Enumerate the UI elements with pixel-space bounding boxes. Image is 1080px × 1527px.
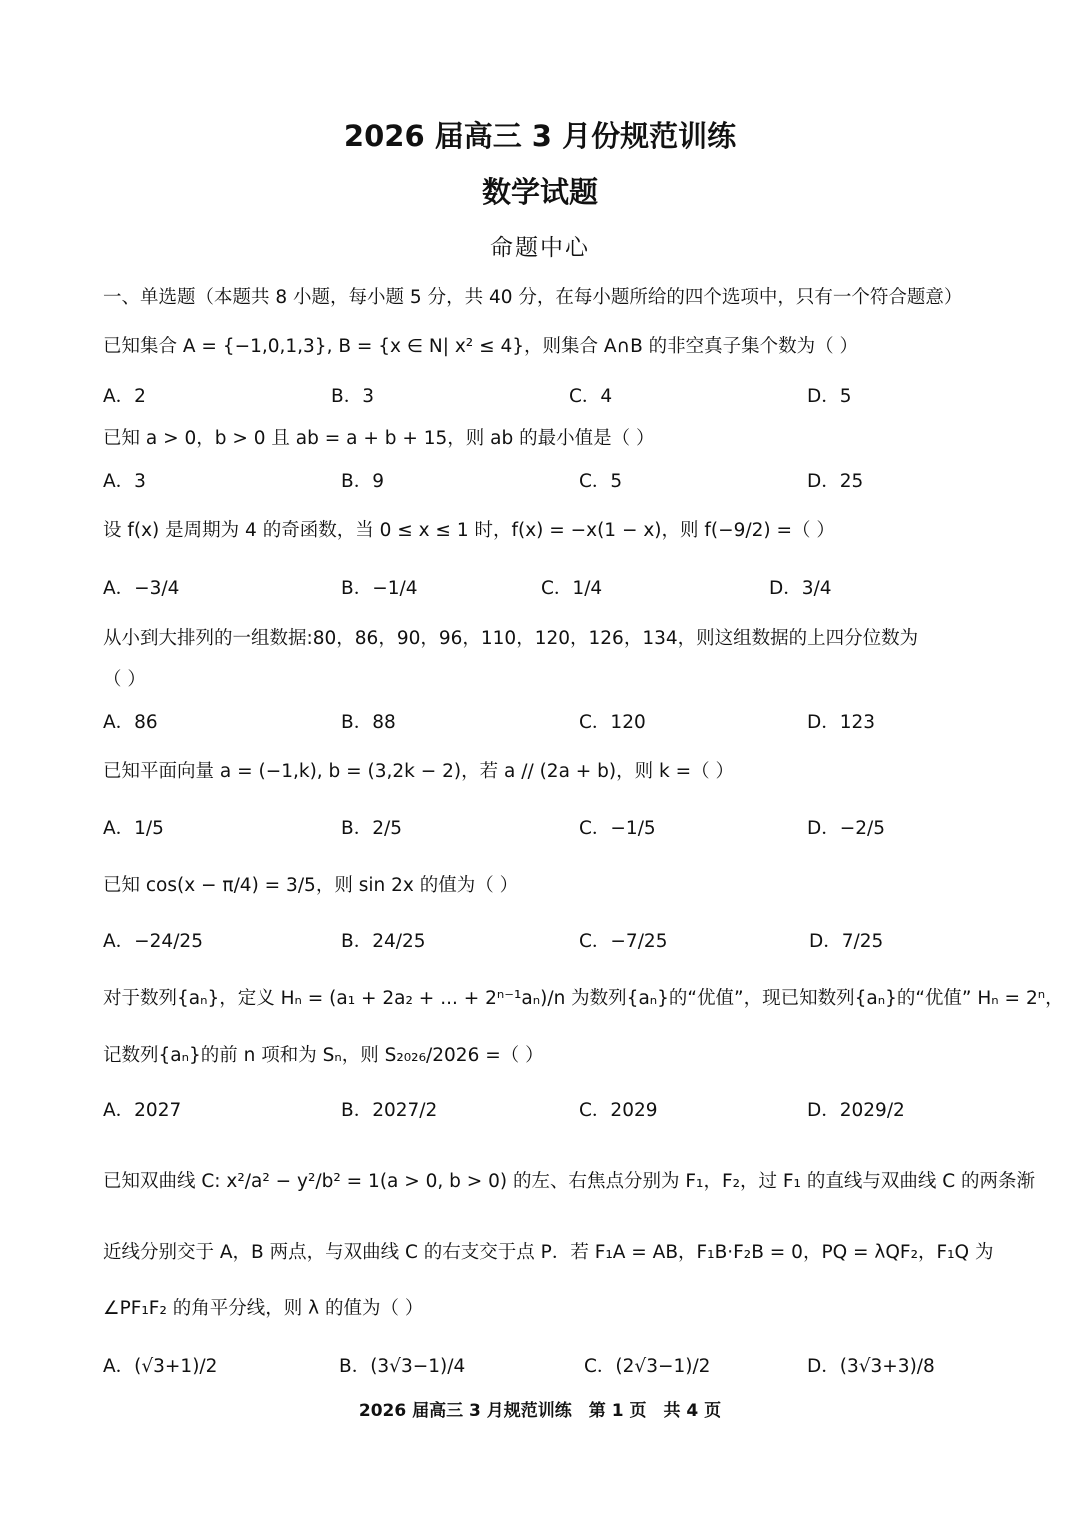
q8-option-c[interactable]: C．(2√3−1)/2 bbox=[584, 1356, 711, 1377]
q4-text: 从小到大排列的一组数据:80，86，90，96，110，120，126，134，则这组数据的上四分位数为 bbox=[103, 628, 919, 649]
question-3 bbox=[103, 516, 835, 542]
q7-option-a[interactable]: A．2027 bbox=[103, 1100, 182, 1121]
q8-option-b[interactable]: B．(3√3−1)/4 bbox=[339, 1356, 466, 1377]
q5-text: 已知平面向量 a = (−1,k), b = (3,2k − 2)，若 a // (2a + b)，则 k =（ ） bbox=[103, 761, 734, 782]
q1-option-c[interactable]: C．4 bbox=[569, 386, 613, 407]
q4-option-c[interactable]: C．120 bbox=[579, 712, 646, 733]
q1-text: 已知集合 A = {−1,0,1,3}, B = {x ∈ N| x² ≤ 4}，则集合 A∩B 的非空真子集个数为（ ） bbox=[103, 336, 859, 357]
q8-text-line3: ∠PF₁F₂ 的角平分线，则 λ 的值为（ ） bbox=[103, 1298, 424, 1319]
q3-option-d[interactable]: D．3/4 bbox=[769, 578, 832, 599]
exam-title: 2026 届高三 3 月份规范训练 bbox=[343, 119, 737, 153]
q2-option-d[interactable]: D．25 bbox=[807, 471, 864, 492]
q1-option-a[interactable]: A．2 bbox=[103, 386, 146, 407]
q4-option-a[interactable]: A．86 bbox=[103, 712, 158, 733]
q7-option-b[interactable]: B．2027/2 bbox=[341, 1100, 438, 1121]
q4-answer-paren: （ ） bbox=[103, 669, 146, 690]
q8-text-line2: 近线分别交于 A，B 两点，与双曲线 C 的右支交于点 P．若 F₁A = AB，F₁B·F₂B = 0，PQ = λQF₂，F₁Q 为 bbox=[103, 1242, 994, 1263]
page-footer: 2026 届高三 3 月规范训练 第 1 页 共 4 页 bbox=[358, 1401, 722, 1421]
q1-option-d[interactable]: D．5 bbox=[807, 386, 852, 407]
q4-option-d[interactable]: D．123 bbox=[807, 712, 876, 733]
q3-option-c[interactable]: C．1/4 bbox=[541, 578, 603, 599]
question-6 bbox=[103, 871, 518, 897]
q7-option-c[interactable]: C．2029 bbox=[579, 1100, 658, 1121]
q8-option-d[interactable]: D．(3√3+3)/8 bbox=[807, 1356, 935, 1377]
q6-text: 已知 cos(x − π/4) = 3/5，则 sin 2x 的值为（ ） bbox=[103, 875, 519, 896]
question-1 bbox=[103, 332, 858, 358]
q2-option-a[interactable]: A．3 bbox=[103, 471, 146, 492]
q7-text: 对于数列{aₙ}，定义 Hₙ = (a₁ + 2a₂ + ... + 2ⁿ⁻¹aₙ)/n 为数列{aₙ}的“优值”，现已知数列{aₙ}的“优值” Hₙ = 2ⁿ， bbox=[103, 988, 1064, 1009]
q6-option-a[interactable]: A．−24/25 bbox=[103, 931, 203, 952]
section-heading: 一、单选题（本题共 8 小题，每小题 5 分，共 40 分，在每小题所给的四个选项中，只有一个符合题意） bbox=[103, 287, 963, 308]
q2-option-b[interactable]: B．9 bbox=[341, 471, 384, 492]
q3-text: 设 f(x) 是周期为 4 的奇函数，当 0 ≤ x ≤ 1 时，f(x) = −x(1 − x)，则 f(−9/2) =（ ） bbox=[103, 520, 835, 541]
q7-text-line2: 记数列{aₙ}的前 n 项和为 Sₙ，则 S₂₀₂₆/2026 =（ ） bbox=[103, 1045, 544, 1066]
q5-option-d[interactable]: D．−2/5 bbox=[807, 818, 886, 839]
q5-option-a[interactable]: A．1/5 bbox=[103, 818, 164, 839]
q7-option-d[interactable]: D．2029/2 bbox=[807, 1100, 905, 1121]
q1-option-b[interactable]: B．3 bbox=[331, 386, 374, 407]
q6-option-c[interactable]: C．−7/25 bbox=[579, 931, 668, 952]
question-4 bbox=[103, 624, 918, 650]
q5-option-c[interactable]: C．−1/5 bbox=[579, 818, 656, 839]
q6-option-b[interactable]: B．24/25 bbox=[341, 931, 426, 952]
q8-text: 已知双曲线 C: x²/a² − y²/b² = 1(a > 0, b > 0) 的左、右焦点分别为 F₁，F₂，过 F₁ 的直线与双曲线 C 的两条渐 bbox=[103, 1171, 1036, 1192]
question-5 bbox=[103, 757, 734, 783]
exam-author: 命题中心 bbox=[490, 235, 590, 261]
q2-option-c[interactable]: C．5 bbox=[579, 471, 623, 492]
q5-option-b[interactable]: B．2/5 bbox=[341, 818, 402, 839]
q4-option-b[interactable]: B．88 bbox=[341, 712, 396, 733]
q8-option-a[interactable]: A．(√3+1)/2 bbox=[103, 1356, 218, 1377]
exam-subject: 数学试题 bbox=[481, 175, 598, 209]
question-8 bbox=[103, 1167, 1035, 1193]
q3-option-a[interactable]: A．−3/4 bbox=[103, 578, 180, 599]
q3-option-b[interactable]: B．−1/4 bbox=[341, 578, 418, 599]
question-7 bbox=[103, 984, 1064, 1010]
q2-text: 已知 a > 0，b > 0 且 ab = a + b + 15，则 ab 的最小值是（ ） bbox=[103, 428, 655, 449]
question-2 bbox=[103, 424, 655, 450]
q6-option-d[interactable]: D．7/25 bbox=[809, 931, 884, 952]
